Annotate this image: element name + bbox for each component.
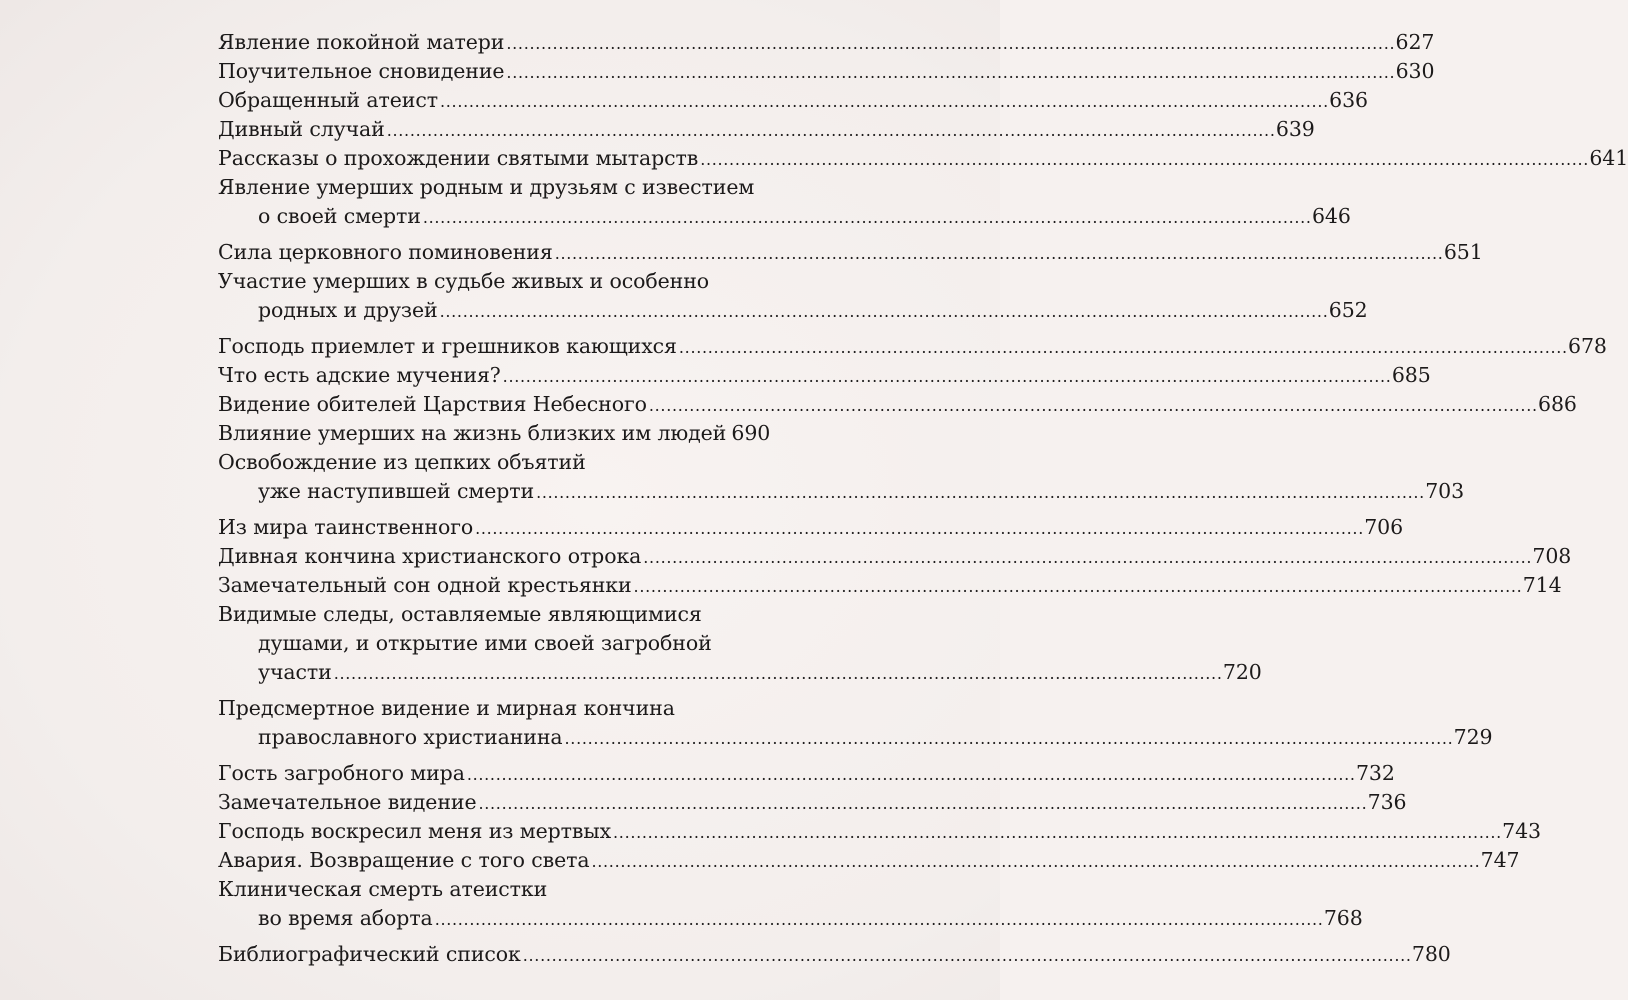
toc-entry-title: участи bbox=[258, 660, 332, 684]
toc-entry-title: Дивная кончина христианского отрока bbox=[218, 544, 642, 568]
toc-entry bbox=[218, 817, 1542, 846]
toc-entry-line bbox=[218, 202, 1351, 231]
entry-spacer bbox=[218, 506, 765, 513]
toc-entry bbox=[218, 571, 1562, 600]
toc-page-number: 780 bbox=[1411, 942, 1451, 966]
entry-spacer bbox=[218, 752, 765, 759]
toc-entry-title: Влияние умерших на жизнь близких им людей bbox=[218, 421, 727, 445]
toc-entry-title: Освобождение из цепких объятий bbox=[218, 450, 586, 474]
toc-entry-title: Явление умерших родным и друзьям с известием bbox=[218, 175, 755, 199]
toc-entry-line bbox=[218, 448, 765, 477]
dot-leader bbox=[523, 940, 1409, 970]
toc-page-number: 639 bbox=[1275, 117, 1315, 141]
toc-entry bbox=[218, 419, 771, 448]
toc-entry-line bbox=[218, 419, 771, 448]
dot-leader bbox=[478, 788, 1364, 818]
toc-entry-line bbox=[218, 629, 765, 658]
toc-entry-title: Видение обителей Царствия Небесного bbox=[218, 392, 647, 416]
dot-leader bbox=[679, 332, 1565, 362]
toc-entry-line bbox=[218, 361, 1431, 390]
dot-leader bbox=[565, 723, 1451, 753]
toc-entry-title: душами, и открытие ими своей загробной bbox=[258, 631, 712, 655]
toc-entry-line bbox=[218, 296, 1368, 325]
toc-entry bbox=[218, 846, 1520, 875]
dot-leader bbox=[467, 759, 1353, 789]
toc-entry-line bbox=[218, 571, 1562, 600]
dot-leader bbox=[700, 144, 1586, 174]
toc-entry bbox=[218, 361, 1431, 390]
toc-entry-line bbox=[218, 28, 1435, 57]
toc-entry-line bbox=[218, 846, 1520, 875]
toc-entry-title: православного христианина bbox=[258, 725, 563, 749]
dot-leader bbox=[613, 817, 1499, 847]
toc-entry-line bbox=[218, 267, 765, 296]
toc-entry-line bbox=[218, 759, 1395, 788]
dot-leader bbox=[591, 846, 1477, 876]
toc-entry-title: Явление покойной матери bbox=[218, 30, 505, 54]
toc-entry bbox=[218, 875, 1363, 933]
toc-entry-title: Авария. Возвращение с того света bbox=[218, 848, 590, 872]
toc-entry bbox=[218, 173, 1351, 231]
toc-entry-title: уже наступившей смерти bbox=[258, 479, 535, 503]
toc-entry-title: о своей смерти bbox=[258, 204, 421, 228]
dot-leader bbox=[387, 115, 1273, 145]
toc-page-number: 714 bbox=[1522, 573, 1562, 597]
toc-page-number: 627 bbox=[1395, 30, 1435, 54]
dot-leader bbox=[643, 542, 1529, 572]
toc-entry-title: Библиографический список bbox=[218, 942, 521, 966]
toc-entry-line bbox=[218, 513, 1404, 542]
toc-entry-title: Господь воскресил меня из мертвых bbox=[218, 819, 612, 843]
toc-page-number: 685 bbox=[1391, 363, 1431, 387]
toc-entry-title: Господь приемлет и грешников кающихся bbox=[218, 334, 677, 358]
toc-entry-line bbox=[218, 788, 1407, 817]
dot-leader bbox=[334, 658, 1220, 688]
toc-page-number: 736 bbox=[1367, 790, 1407, 814]
toc-entry bbox=[218, 267, 1368, 325]
toc-entry-line bbox=[218, 57, 1435, 86]
dot-leader bbox=[423, 202, 1309, 232]
toc-page-number: 652 bbox=[1328, 298, 1368, 322]
dot-leader bbox=[506, 28, 1392, 58]
toc-page-number: 641 bbox=[1589, 146, 1628, 170]
toc-entry-line bbox=[218, 390, 1577, 419]
toc-page-number: 630 bbox=[1395, 59, 1435, 83]
toc-page-number: 743 bbox=[1502, 819, 1542, 843]
toc-entry bbox=[218, 238, 1483, 267]
toc-page-number: 686 bbox=[1538, 392, 1577, 416]
toc-entry-title: Предсмертное видение и мирная кончина bbox=[218, 696, 675, 720]
toc-page-number: 720 bbox=[1222, 660, 1262, 684]
toc-entry-line bbox=[218, 86, 1368, 115]
dot-leader bbox=[440, 296, 1326, 326]
dot-leader bbox=[555, 238, 1441, 268]
toc-entry-line bbox=[218, 332, 1607, 361]
toc-entry-line bbox=[218, 542, 1572, 571]
toc-entry-title: Замечательное видение bbox=[218, 790, 477, 814]
toc-page-number: 768 bbox=[1323, 906, 1363, 930]
toc-entry-title: Рассказы о прохождении святыми мытарств bbox=[218, 146, 699, 170]
toc-entry-line bbox=[218, 875, 765, 904]
toc-entry-line bbox=[218, 600, 765, 629]
dot-leader bbox=[435, 904, 1321, 934]
toc-entry-line bbox=[218, 723, 1493, 752]
table-of-contents bbox=[218, 28, 1628, 969]
toc-entry-title: Обращенный атеист bbox=[218, 88, 438, 112]
toc-page-number: 747 bbox=[1480, 848, 1520, 872]
toc-entry-line bbox=[218, 940, 1451, 969]
toc-page-number: 690 bbox=[731, 421, 771, 445]
toc-entry bbox=[218, 600, 1262, 687]
toc-entry-title: Что есть адские мучения? bbox=[218, 363, 501, 387]
toc-entry-title: Гость загробного мира bbox=[218, 761, 465, 785]
toc-entry-title: Из мира таинственного bbox=[218, 515, 474, 539]
toc-entry-title: Клиническая смерть атеистки bbox=[218, 877, 548, 901]
toc-entry-title: Замечательный сон одной крестьянки bbox=[218, 573, 632, 597]
entry-spacer bbox=[218, 687, 765, 694]
toc-entry bbox=[218, 448, 1465, 506]
dot-leader bbox=[440, 86, 1326, 116]
entry-spacer bbox=[218, 933, 765, 940]
toc-entry bbox=[218, 390, 1577, 419]
toc-entry bbox=[218, 57, 1435, 86]
toc-entry-line bbox=[218, 173, 765, 202]
dot-leader bbox=[503, 361, 1389, 391]
toc-page-number: 651 bbox=[1443, 240, 1483, 264]
toc-page-number: 732 bbox=[1355, 761, 1395, 785]
toc-page-number: 636 bbox=[1329, 88, 1368, 112]
toc-entry-line bbox=[218, 144, 1628, 173]
toc-entry-line bbox=[218, 904, 1363, 933]
toc-entry bbox=[218, 144, 1628, 173]
toc-entry bbox=[218, 759, 1395, 788]
toc-entry-line bbox=[218, 477, 1465, 506]
toc-page-number: 703 bbox=[1425, 479, 1465, 503]
toc-entry bbox=[218, 788, 1407, 817]
toc-entry bbox=[218, 513, 1404, 542]
entry-spacer bbox=[218, 325, 765, 332]
toc-entry-title: Сила церковного поминовения bbox=[218, 240, 553, 264]
toc-entry-title: во время аборта bbox=[258, 906, 433, 930]
dot-leader bbox=[475, 513, 1361, 543]
toc-page-number: 678 bbox=[1568, 334, 1607, 358]
toc-entry bbox=[218, 694, 1493, 752]
toc-entry bbox=[218, 940, 1451, 969]
toc-page-number: 706 bbox=[1364, 515, 1404, 539]
dot-leader bbox=[634, 571, 1520, 601]
toc-entry-title: Участие умерших в судьбе живых и особенно bbox=[218, 269, 710, 293]
toc-entry-line bbox=[218, 658, 1262, 687]
dot-leader bbox=[506, 57, 1392, 87]
toc-entry bbox=[218, 28, 1435, 57]
toc-entry bbox=[218, 542, 1572, 571]
toc-page-number: 646 bbox=[1311, 204, 1351, 228]
toc-entry-line bbox=[218, 817, 1542, 846]
entry-spacer bbox=[218, 231, 765, 238]
dot-leader bbox=[536, 477, 1422, 507]
toc-entry bbox=[218, 86, 1368, 115]
dot-leader bbox=[649, 390, 1535, 420]
toc-entry bbox=[218, 332, 1607, 361]
toc-entry-line bbox=[218, 115, 1315, 144]
toc-entry-title: Дивный случай bbox=[218, 117, 385, 141]
toc-page-number: 708 bbox=[1532, 544, 1572, 568]
toc-entry-line bbox=[218, 694, 765, 723]
toc-entry-line bbox=[218, 238, 1483, 267]
toc-entry-title: Поучительное сновидение bbox=[218, 59, 505, 83]
toc-entry bbox=[218, 115, 1315, 144]
toc-entry-title: родных и друзей bbox=[258, 298, 438, 322]
toc-entry-title: Видимые следы, оставляемые являющимися bbox=[218, 602, 702, 626]
toc-page-number: 729 bbox=[1453, 725, 1493, 749]
